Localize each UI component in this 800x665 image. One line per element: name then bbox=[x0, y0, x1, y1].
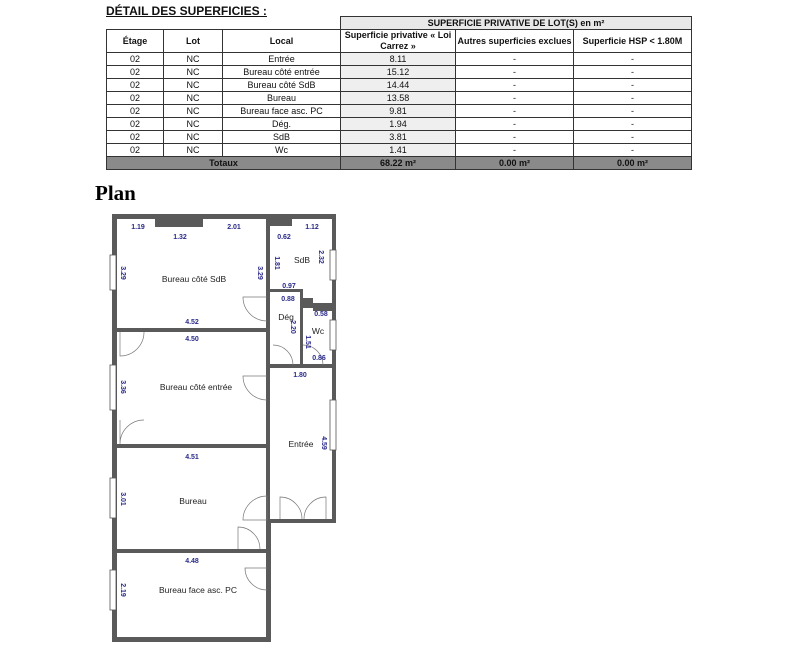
col-exclues: Autres superficies exclues bbox=[456, 30, 574, 53]
dim: 1.12 bbox=[305, 224, 319, 231]
table-cell: NC bbox=[164, 53, 223, 66]
dim: 1.51 bbox=[304, 335, 311, 349]
table-cell: 02 bbox=[107, 105, 164, 118]
dim: 0.97 bbox=[282, 283, 296, 290]
dim: 2.32 bbox=[317, 250, 324, 264]
room-wc: Wc bbox=[311, 326, 325, 336]
dim: 3.01 bbox=[119, 492, 126, 506]
table-cell: Bureau bbox=[223, 92, 341, 105]
room-sdb: SdB bbox=[293, 255, 311, 265]
table-cell: NC bbox=[164, 144, 223, 157]
table-cell: - bbox=[456, 66, 574, 79]
total-exclues: 0.00 m² bbox=[456, 157, 574, 170]
table-cell: 02 bbox=[107, 144, 164, 157]
table-cell: - bbox=[456, 118, 574, 131]
room-bureau: Bureau bbox=[179, 496, 207, 506]
table-cell: - bbox=[574, 92, 692, 105]
dim: 1.19 bbox=[131, 224, 145, 231]
table-cell: 9.81 bbox=[341, 105, 456, 118]
dim: 4.51 bbox=[185, 454, 199, 461]
table-cell: - bbox=[574, 118, 692, 131]
table-cell: 1.94 bbox=[341, 118, 456, 131]
table-cell: - bbox=[456, 131, 574, 144]
table-cell: Dég. bbox=[223, 118, 341, 131]
table-cell: 02 bbox=[107, 79, 164, 92]
total-carrez: 68.22 m² bbox=[341, 157, 456, 170]
section-heading: DÉTAIL DES SUPERFICIES : bbox=[106, 4, 267, 18]
col-local: Local bbox=[223, 30, 341, 53]
dim: 2.19 bbox=[119, 583, 126, 597]
table-cell: 15.12 bbox=[341, 66, 456, 79]
table-cell: Wc bbox=[223, 144, 341, 157]
col-etage: Étage bbox=[107, 30, 164, 53]
table-cell: 02 bbox=[107, 66, 164, 79]
dim: 4.50 bbox=[185, 336, 199, 343]
col-carrez: Superficie privative « Loi Carrez » bbox=[341, 30, 456, 53]
room-bureau-entree: Bureau côté entrée bbox=[159, 382, 233, 392]
room-bureau-face: Bureau face asc. PC bbox=[159, 585, 237, 595]
col-lot: Lot bbox=[164, 30, 223, 53]
table-cell: 14.44 bbox=[341, 79, 456, 92]
table-cell: 3.81 bbox=[341, 131, 456, 144]
room-deg: Dég bbox=[278, 312, 294, 322]
table-cell: - bbox=[456, 79, 574, 92]
table-cell: 02 bbox=[107, 131, 164, 144]
room-entree: Entrée bbox=[288, 439, 314, 449]
room-bureau-sdb: Bureau côté SdB bbox=[161, 274, 227, 284]
table-cell: Bureau face asc. PC bbox=[223, 105, 341, 118]
dim: 0.58 bbox=[314, 311, 328, 318]
plan-title: Plan bbox=[95, 181, 136, 205]
dim: 3.29 bbox=[256, 266, 263, 280]
table-cell: 02 bbox=[107, 118, 164, 131]
totals-label: Totaux bbox=[107, 157, 341, 170]
table-cell: Bureau côté entrée bbox=[223, 66, 341, 79]
dim: 4.52 bbox=[185, 319, 199, 326]
table-cell: 02 bbox=[107, 53, 164, 66]
dim: 3.29 bbox=[119, 266, 126, 280]
dim: 1.32 bbox=[173, 234, 187, 241]
table-cell: 8.11 bbox=[341, 53, 456, 66]
table-cell: NC bbox=[164, 131, 223, 144]
table-cell: - bbox=[574, 144, 692, 157]
table-cell: SdB bbox=[223, 131, 341, 144]
dim: 2.20 bbox=[289, 320, 296, 334]
table-cell: Bureau côté SdB bbox=[223, 79, 341, 92]
table-cell: - bbox=[456, 92, 574, 105]
dim: 3.36 bbox=[119, 380, 126, 394]
total-hsp: 0.00 m² bbox=[574, 157, 692, 170]
table-cell: - bbox=[574, 131, 692, 144]
table-cell: Entrée bbox=[223, 53, 341, 66]
table-cell: - bbox=[574, 105, 692, 118]
dim: 2.01 bbox=[227, 224, 241, 231]
table-cell: NC bbox=[164, 66, 223, 79]
dim: 0.88 bbox=[281, 296, 295, 303]
table-cell: NC bbox=[164, 79, 223, 92]
dim: 1.80 bbox=[293, 372, 307, 379]
table-cell: NC bbox=[164, 105, 223, 118]
group-header: SUPERFICIE PRIVATIVE DE LOT(S) en m² bbox=[341, 17, 692, 30]
dim: 4.48 bbox=[185, 558, 199, 565]
table-cell: - bbox=[574, 53, 692, 66]
table-cell: - bbox=[574, 66, 692, 79]
table-cell: - bbox=[574, 79, 692, 92]
dim: 4.59 bbox=[320, 436, 327, 450]
col-hsp: Superficie HSP < 1.80M bbox=[574, 30, 692, 53]
table-cell: NC bbox=[164, 92, 223, 105]
table-cell: - bbox=[456, 53, 574, 66]
table-cell: - bbox=[456, 105, 574, 118]
table-cell: 02 bbox=[107, 92, 164, 105]
table-cell: 1.41 bbox=[341, 144, 456, 157]
dim: 1.81 bbox=[273, 256, 280, 270]
dim: 0.62 bbox=[277, 234, 291, 241]
dim: 0.86 bbox=[312, 355, 326, 362]
table-cell: 13.58 bbox=[341, 92, 456, 105]
table-cell: NC bbox=[164, 118, 223, 131]
table-cell: - bbox=[456, 144, 574, 157]
